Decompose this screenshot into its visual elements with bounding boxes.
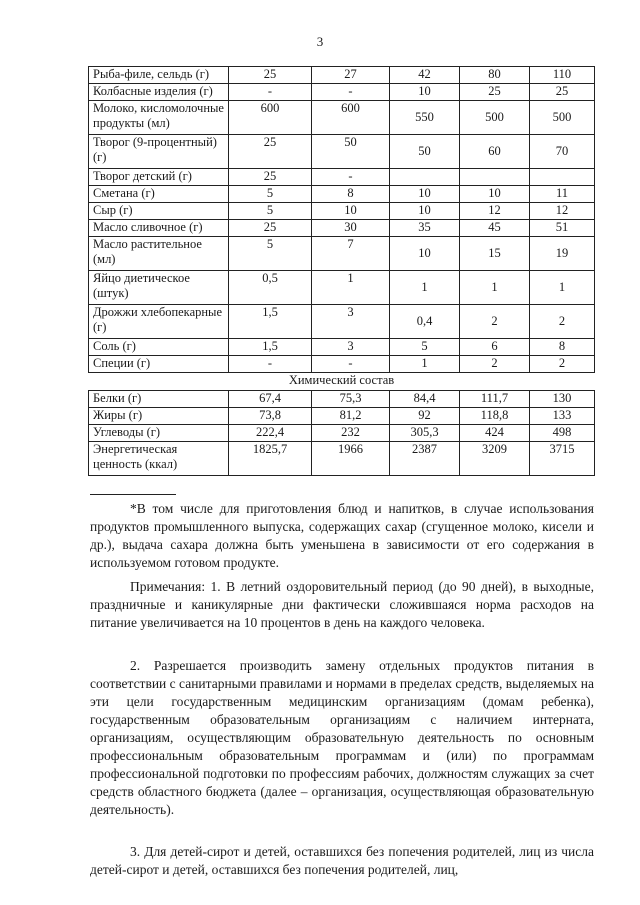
cell-value: 1 bbox=[460, 271, 530, 305]
table-row bbox=[89, 391, 595, 408]
cell-value: - bbox=[312, 169, 390, 186]
cell-value: 6 bbox=[460, 339, 530, 356]
note-3: 3. Для детей-сирот и детей, оставшихся без попечения родителей, лиц из числа детей-сирот и детей, оставшихся без попечения родителей, лиц, bbox=[90, 844, 594, 877]
row-label: Жиры (г) bbox=[89, 408, 229, 425]
cell-value: 1,5 bbox=[229, 305, 312, 339]
table-row bbox=[89, 356, 595, 373]
cell-value: - bbox=[312, 356, 390, 373]
note-1: Примечания: 1. В летний оздоровительный период (до 90 дней), в выходные, праздничные и каникулярные дни фактически сложившаяся норма расходов на питание увеличивается на 10 процентов в день на каждого человека. bbox=[90, 579, 594, 630]
row-label: Рыба-филе, сельдь (г) bbox=[89, 67, 229, 84]
cell-value: 500 bbox=[530, 101, 595, 135]
table-row bbox=[89, 408, 595, 425]
cell-value: 1 bbox=[530, 271, 595, 305]
cell-value: 67,4 bbox=[229, 391, 312, 408]
cell-value: 5 bbox=[390, 339, 460, 356]
cell-value bbox=[390, 169, 460, 186]
cell-value: 7 bbox=[312, 237, 390, 271]
cell-value: 8 bbox=[530, 339, 595, 356]
row-label: Творог (9-процентный) (г) bbox=[89, 135, 229, 169]
note-2: 2. Разрешается производить замену отдельных продуктов питания в соответствии с санитарными правилами и нормами в пределах средств, выделяемых на эти цели государственным медицинским организациям (домам ребенка), государственным образовательным организациям с наличием интерната, организациям, осуществляющим образовательную деятельность по основным профессиональным образовательным программам и (или) по программам профессиональной подготовки по профессиям рабочих, должностям служащих за счет средств областного бюджета (далее – организация, осуществляющая образовательную деятельность). bbox=[90, 658, 594, 817]
cell-value: 70 bbox=[530, 135, 595, 169]
row-label: Энергетическая ценность (ккал) bbox=[89, 442, 229, 476]
section-row bbox=[89, 373, 595, 391]
row-label: Соль (г) bbox=[89, 339, 229, 356]
cell-value: 498 bbox=[530, 425, 595, 442]
cell-value: 222,4 bbox=[229, 425, 312, 442]
cell-value: 0,5 bbox=[229, 271, 312, 305]
table-row bbox=[89, 220, 595, 237]
row-label: Дрожжи хлебопекарные (г) bbox=[89, 305, 229, 339]
row-label: Углеводы (г) bbox=[89, 425, 229, 442]
table-row bbox=[89, 169, 595, 186]
table-row bbox=[89, 305, 595, 339]
cell-value: 3715 bbox=[530, 442, 595, 476]
row-label: Яйцо диетическое (штук) bbox=[89, 271, 229, 305]
cell-value: 3 bbox=[312, 305, 390, 339]
cell-value: 12 bbox=[460, 203, 530, 220]
cell-value: 25 bbox=[229, 135, 312, 169]
cell-value: 45 bbox=[460, 220, 530, 237]
row-label: Масло растительное (мл) bbox=[89, 237, 229, 271]
cell-value: 75,3 bbox=[312, 391, 390, 408]
cell-value: 60 bbox=[460, 135, 530, 169]
cell-value: 11 bbox=[530, 186, 595, 203]
cell-value: 2 bbox=[460, 356, 530, 373]
table-row bbox=[89, 135, 595, 169]
cell-value: 12 bbox=[530, 203, 595, 220]
food-norms-table bbox=[88, 66, 595, 476]
cell-value: 500 bbox=[460, 101, 530, 135]
cell-value: 232 bbox=[312, 425, 390, 442]
row-label: Масло сливочное (г) bbox=[89, 220, 229, 237]
cell-value: 110 bbox=[530, 67, 595, 84]
table-row bbox=[89, 271, 595, 305]
row-label: Сметана (г) bbox=[89, 186, 229, 203]
cell-value: 10 bbox=[390, 237, 460, 271]
cell-value: 2 bbox=[460, 305, 530, 339]
cell-value: 84,4 bbox=[390, 391, 460, 408]
cell-value: 1,5 bbox=[229, 339, 312, 356]
cell-value: 600 bbox=[229, 101, 312, 135]
cell-value: 5 bbox=[229, 203, 312, 220]
cell-value: 305,3 bbox=[390, 425, 460, 442]
cell-value: 600 bbox=[312, 101, 390, 135]
cell-value: 5 bbox=[229, 186, 312, 203]
page-number: 3 bbox=[316, 34, 324, 49]
table-row bbox=[89, 186, 595, 203]
cell-value: 1825,7 bbox=[229, 442, 312, 476]
cell-value: 111,7 bbox=[460, 391, 530, 408]
row-label: Молоко, кисломолочные продукты (мл) bbox=[89, 101, 229, 135]
cell-value: 81,2 bbox=[312, 408, 390, 425]
food-norms-body bbox=[89, 67, 595, 373]
cell-value: 130 bbox=[530, 391, 595, 408]
cell-value: 10 bbox=[390, 186, 460, 203]
cell-value: 10 bbox=[460, 186, 530, 203]
cell-value: 19 bbox=[530, 237, 595, 271]
table-row bbox=[89, 339, 595, 356]
table-row bbox=[89, 203, 595, 220]
cell-value: 2 bbox=[530, 305, 595, 339]
cell-value: 1 bbox=[312, 271, 390, 305]
cell-value: 10 bbox=[390, 84, 460, 101]
cell-value: - bbox=[229, 356, 312, 373]
cell-value: 2 bbox=[530, 356, 595, 373]
cell-value: 1 bbox=[390, 356, 460, 373]
row-label: Сыр (г) bbox=[89, 203, 229, 220]
cell-value: 50 bbox=[312, 135, 390, 169]
cell-value: 8 bbox=[312, 186, 390, 203]
cell-value: 424 bbox=[460, 425, 530, 442]
cell-value: 30 bbox=[312, 220, 390, 237]
section-header-body bbox=[89, 373, 595, 391]
table-row bbox=[89, 442, 595, 476]
cell-value: 2387 bbox=[390, 442, 460, 476]
cell-value: 73,8 bbox=[229, 408, 312, 425]
cell-value: 51 bbox=[530, 220, 595, 237]
section-title: Химический состав bbox=[89, 373, 595, 391]
row-label: Белки (г) bbox=[89, 391, 229, 408]
cell-value: 25 bbox=[229, 169, 312, 186]
cell-value: 1966 bbox=[312, 442, 390, 476]
cell-value: 25 bbox=[460, 84, 530, 101]
cell-value: 10 bbox=[390, 203, 460, 220]
footnote-text: *В том числе для приготовления блюд и напитков, в случае использования продуктов промышленного выпуска, содержащих сахар (сгущенное молоко, кисели и др.), выдача сахара должна быть уменьшена в зависимости от его содержания в используемом готовом продукте. bbox=[90, 501, 594, 570]
cell-value: 80 bbox=[460, 67, 530, 84]
row-label: Творог детский (г) bbox=[89, 169, 229, 186]
table-row bbox=[89, 84, 595, 101]
cell-value: 118,8 bbox=[460, 408, 530, 425]
cell-value: 10 bbox=[312, 203, 390, 220]
cell-value: 50 bbox=[390, 135, 460, 169]
footnote-rule bbox=[90, 494, 176, 495]
cell-value: 42 bbox=[390, 67, 460, 84]
cell-value: 1 bbox=[390, 271, 460, 305]
cell-value: 92 bbox=[390, 408, 460, 425]
cell-value: 27 bbox=[312, 67, 390, 84]
row-label: Колбасные изделия (г) bbox=[89, 84, 229, 101]
cell-value: - bbox=[312, 84, 390, 101]
cell-value bbox=[530, 169, 595, 186]
cell-value: 3 bbox=[312, 339, 390, 356]
cell-value: 133 bbox=[530, 408, 595, 425]
cell-value: - bbox=[229, 84, 312, 101]
table-row bbox=[89, 67, 595, 84]
row-label: Специи (г) bbox=[89, 356, 229, 373]
table-row bbox=[89, 237, 595, 271]
cell-value: 0,4 bbox=[390, 305, 460, 339]
cell-value: 550 bbox=[390, 101, 460, 135]
cell-value: 25 bbox=[229, 220, 312, 237]
table-row bbox=[89, 425, 595, 442]
chemical-composition-body bbox=[89, 391, 595, 476]
cell-value: 15 bbox=[460, 237, 530, 271]
cell-value: 5 bbox=[229, 237, 312, 271]
table-row bbox=[89, 101, 595, 135]
cell-value: 25 bbox=[229, 67, 312, 84]
cell-value: 35 bbox=[390, 220, 460, 237]
cell-value bbox=[460, 169, 530, 186]
cell-value: 25 bbox=[530, 84, 595, 101]
cell-value: 3209 bbox=[460, 442, 530, 476]
